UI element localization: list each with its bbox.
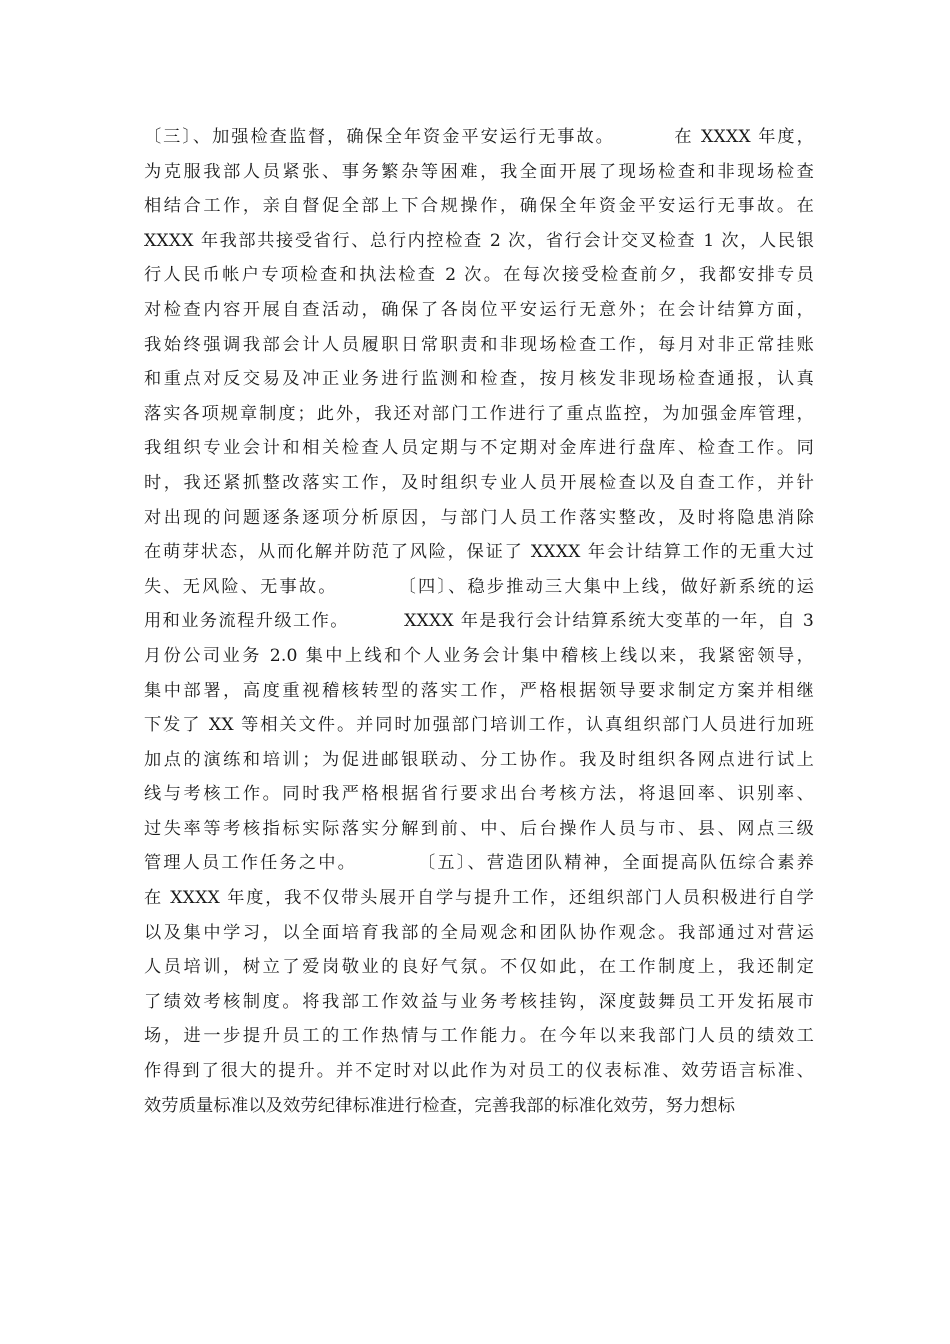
text-line: 作得到了很大的提升。并不定时对以此作为对员工的仪表标准、效劳语言标准、 (144, 1061, 814, 1082)
text-line: 和重点对反交易及冲正业务进行监测和检查，按月核发非现场检查通报，认真 (144, 369, 814, 390)
text-line: 对出现的问题逐条逐项分析原因，与部门人员工作落实整改，及时将隐患消除 (144, 507, 814, 528)
text-line: 加点的演练和培训；为促进邮银联动、分工协作。我及时组织各网点进行试上 (144, 749, 814, 770)
body-text (144, 120, 814, 1123)
text-line: 落实各项规章制度；此外，我还对部门工作进行了重点监控，为加强金库管理， (144, 403, 814, 424)
text-line: 月份公司业务 2.0 集中上线和个人业务会计集中稽核上线以来，我紧密领导， (144, 645, 814, 666)
text-line: 时，我还紧抓整改落实工作，及时组织专业人员开展检查以及自查工作，并针 (144, 472, 814, 493)
text-line: 我组织专业会计和相关检查人员定期与不定期对金库进行盘库、检查工作。同 (144, 438, 814, 459)
text-line: 场，进一步提升员工的工作热情与工作能力。在今年以来我部门人员的绩效工 (144, 1026, 814, 1047)
text-line: 〔三〕、加强检查监督，确保全年资金平安运行无事故。 在 XXXX 年度， (144, 127, 814, 147)
text-line: 了绩效考核制度。将我部工作效益与业务考核挂钩，深度鼓舞员工开发拓展市 (144, 991, 814, 1012)
text-line: 对检查内容开展自查活动，确保了各岗位平安运行无意外；在会计结算方面， (144, 299, 814, 320)
text-line: 下发了 XX 等相关文件。并同时加强部门培训工作，认真组织部门人员进行加班 (144, 715, 814, 736)
text-line: 为克服我部人员紧张、事务繁杂等困难，我全面开展了现场检查和非现场检查 (144, 161, 814, 182)
text-line: 行人民币帐户专项检查和执法检查 2 次。在每次接受检查前夕，我都安排专员 (144, 265, 814, 286)
text-line: 管理人员工作任务之中。 〔五〕、营造团队精神，全面提高队伍综合素养 (144, 853, 814, 874)
text-line: 过失率等考核指标实际落实分解到前、中、后台操作人员与市、县、网点三级 (144, 818, 814, 839)
text-line: XXXX 年我部共接受省行、总行内控检查 2 次，省行会计交叉检查 1 次，人民银 (144, 230, 814, 251)
text-line: 失、无风险、无事故。 〔四〕、稳步推动三大集中上线，做好新系统的运 (144, 576, 814, 597)
text-line: 在萌芽状态，从而化解并防范了风险，保证了 XXXX 年会计结算工作的无重大过 (144, 542, 814, 563)
text-line: 在 XXXX 年度，我不仅带头展开自学与提升工作，还组织部门人员积极进行自学 (144, 888, 814, 909)
text-line: 线与考核工作。同时我严格根据省行要求出台考核方法，将退回率、识别率、 (144, 784, 814, 805)
text-line: 相结合工作，亲自督促全部上下合规操作，确保全年资金平安运行无事故。在 (144, 196, 814, 217)
text-line: 我始终强调我部会计人员履职日常职责和非现场检查工作，每月对非正常挂账 (144, 334, 814, 355)
text-line: 效劳质量标准以及效劳纪律标准进行检查，完善我部的标准化效劳，努力想标 (144, 1095, 736, 1116)
text-line: 人员培训，树立了爱岗敬业的良好气氛。不仅如此，在工作制度上，我还制定 (144, 957, 814, 978)
text-line: 用和业务流程升级工作。 XXXX 年是我行会计结算系统大变革的一年，自 3 (144, 611, 814, 632)
text-line: 集中部署，高度重视稽核转型的落实工作，严格根据领导要求制定方案并相继 (144, 680, 814, 701)
text-line: 以及集中学习，以全面培育我部的全局观念和团队协作观念。我部通过对营运 (144, 922, 814, 943)
